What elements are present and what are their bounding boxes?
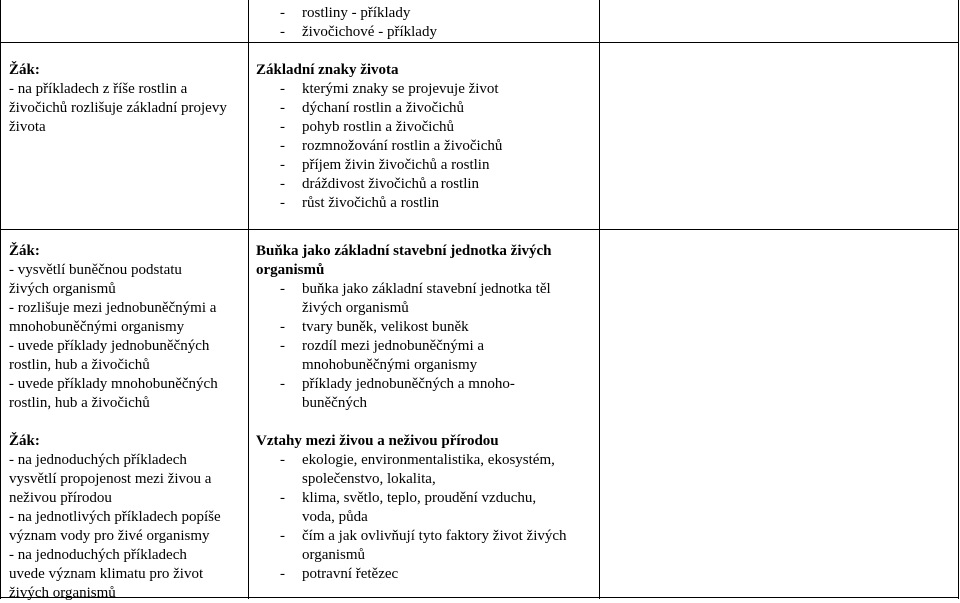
list-item: - pohyb rostlin a živočichů	[256, 118, 596, 137]
row1-content-cell	[256, 61, 596, 213]
row2-outcome-cell	[9, 242, 245, 603]
table-border-right	[958, 0, 959, 599]
topic-title-cont: organismů	[256, 262, 325, 278]
outcome-line: - uvede příklady mnohobuněčných	[9, 376, 218, 392]
list-item-line: - ekologie, environmentalistika, ekosystém,	[302, 452, 555, 468]
list-item-line: - příklady jednobuněčných a mnoho-	[302, 376, 515, 392]
list-item-line: - tvary buněk, velikost buněk	[302, 319, 469, 335]
list-item	[256, 527, 596, 565]
column-divider-1	[248, 0, 249, 599]
outcome-line: živých organismů	[9, 585, 116, 601]
outcome-line: - na jednoduchých příkladech	[9, 547, 187, 563]
list-item-line: společenstvo, lokalita,	[302, 471, 436, 487]
student-header: Žák:	[9, 433, 40, 449]
list-item-line: - čím a jak ovlivňují tyto faktory život živých	[302, 528, 567, 544]
list-item-line: mnohobuněčnými organismy	[302, 357, 478, 373]
outcome-line: uvede význam klimatu pro život	[9, 566, 204, 582]
outcome-text: - na příkladech z říše rostlin a živočichů rozlišuje základní projevy života	[9, 81, 227, 135]
row-divider-2	[0, 229, 959, 230]
list-item	[256, 337, 596, 375]
list-item	[256, 565, 596, 584]
list-item	[256, 489, 596, 527]
list-item	[256, 375, 596, 413]
list-item-line: voda, půda	[302, 509, 368, 525]
outcome-line: neživou přírodou	[9, 490, 112, 506]
list-item: - kterými znaky se projevuje život	[256, 80, 596, 99]
outcome-line: vysvětlí propojenost mezi živou a	[9, 471, 212, 487]
outcome-line: - uvede příklady jednobuněčných	[9, 338, 210, 354]
row-divider-1	[0, 42, 959, 43]
list-item-line: - klima, světlo, teplo, proudění vzduchu,	[302, 490, 537, 506]
outcome-line: rostlin, hub a živočichů	[9, 395, 150, 411]
student-header: Žák:	[9, 243, 40, 259]
list-item-line: - potravní řetězec	[302, 566, 399, 582]
outcome-line: rostlin, hub a živočichů	[9, 357, 150, 373]
list-item-line: buněčných	[302, 395, 367, 411]
list-item: - příjem živin živočichů a rostlin	[256, 156, 596, 175]
list-item	[256, 451, 596, 489]
list-item: - rozmnožování rostlin a živočichů	[256, 137, 596, 156]
topic-title: Základní znaky života	[256, 62, 399, 78]
column-divider-2	[599, 0, 600, 599]
outcome-line: - na jednoduchých příkladech	[9, 452, 187, 468]
list-item	[256, 280, 596, 318]
list-item: - dráždivost živočichů a rostlin	[256, 175, 596, 194]
outcome-line: - na jednotlivých příkladech popíše	[9, 509, 221, 525]
outcome-line: živých organismů	[9, 281, 116, 297]
list-item-line: živých organismů	[302, 300, 409, 316]
list-item: - rostliny - příklady	[256, 4, 596, 23]
row0-content-cell	[256, 4, 596, 42]
list-item-line: - buňka jako základní stavební jednotka těl	[302, 281, 551, 297]
topic-title: Buňka jako základní stavební jednotka živých	[256, 243, 552, 259]
topic-title: Vztahy mezi živou a neživou přírodou	[256, 433, 499, 449]
row1-outcome-cell	[9, 61, 241, 137]
outcome-line: význam vody pro živé organismy	[9, 528, 210, 544]
list-item: - dýchaní rostlin a živočichů	[256, 99, 596, 118]
list-item: - živočichové - příklady	[256, 23, 596, 42]
list-item-line: - rozdíl mezi jednobuněčnými a	[302, 338, 485, 354]
outcome-line: - vysvětlí buněčnou podstatu	[9, 262, 182, 278]
row2-content-cell	[256, 242, 596, 584]
list-item-line: organismů	[302, 547, 366, 563]
list-item: - růst živočichů a rostlin	[256, 194, 596, 213]
table-border-left	[0, 0, 1, 599]
student-header: Žák:	[9, 62, 40, 78]
outcome-line: - rozlišuje mezi jednobuněčnými a	[9, 300, 217, 316]
list-item	[256, 318, 596, 337]
outcome-line: mnohobuněčnými organismy	[9, 319, 185, 335]
